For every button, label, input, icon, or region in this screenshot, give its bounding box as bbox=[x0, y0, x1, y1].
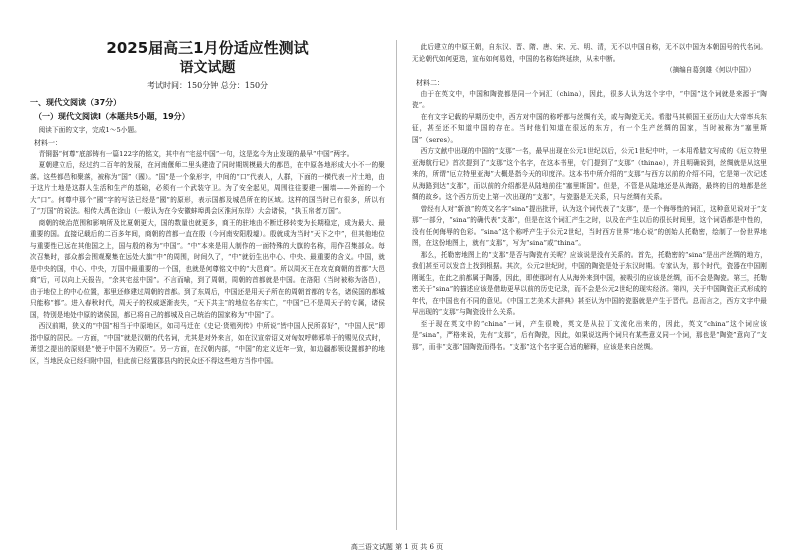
material-one-label: 材料一： bbox=[34, 138, 62, 147]
right-column bbox=[412, 42, 767, 353]
page-footer: 高三语文试题 第 1 页 共 6 页 bbox=[350, 543, 444, 551]
passage-paragraph: 夏朝建立后，经过约二百年的发展，在河南偃师二里头建造了同时期规模最大的都邑，在中原各地形成大小不一的聚落。这些都邑和聚落，被称为“国”（國）。“国”是一个象形字，中间的“口”代表人，人群，下面的一横代表一片土地，由于这片土地是这群人生活和生产的基础，必须有一个武装守卫。为了安全起见，周围往往要建一圈墙——外面的一个大“口”。何尊中那个“國”字的写法已经是“國”的原形，表示国都及城邑所在的区域。这样的国当时已有很多，所以有了“万国”的说法。相传大禹在涂山（一般认为在今安徽蚌埠禹会区淮河东岸）大会诸侯，“执玉帛者万国”。 bbox=[30, 161, 385, 215]
exam-subtitle: 语文试题 bbox=[179, 60, 236, 76]
passage-paragraph: 在有文字记载的早期历史中，西方对中国的称呼都与丝绸有关，或与陶瓷无关。希腊马其顿国王亚历山大大帝率兵东征，甚至还不知道中国的存在。当时他们知道在很远的东方，有一个生产丝绸的国家，当时被称为“塞里斯国”（seres）。 bbox=[412, 112, 767, 144]
source-citation: （摘编自葛剑雄《何以中国》） bbox=[665, 66, 755, 74]
passage-paragraph: 至于现在英文中的“china”一词，产生很晚，英文是从拉丁文流化出来的，因此，英文“china”这个词应该是“sina”，严格来说，先有“支那”，后有陶瓷，因此，如果说这两个词只有某些意义同一个词，那也是“陶瓷”意向了“支那”，而非“支那”国陶瓷而得名。“支那”这个名字更合适的解释，应该是来自丝绸。 bbox=[412, 319, 767, 351]
material-two-label: 材料二： bbox=[416, 78, 444, 87]
section-heading: 一、现代文阅读（37分） bbox=[30, 98, 122, 107]
subsection-heading: （一）现代文阅读Ⅰ（本题共5小题，19分） bbox=[34, 112, 190, 121]
exam-time-info: 考试时间：150分钟 总分：150分 bbox=[146, 81, 269, 90]
column-divider bbox=[396, 40, 397, 530]
passage-paragraph: 那么，托勒密地图上的“支那”是否与陶瓷有关呢？应该说是没有关系的。首先，托勒密的“sina”是出产丝绸的地方，我们甚至可以发音上找到根据。其次，公元2世纪时，中国的陶瓷是处于东汉时期。专家认为，那个时代，瓷器在中国刚刚诞生，在此之前都属于陶器，因此，即使那时有人从海外来到中国，被吸引的应该是丝绸，而不会是陶瓷。第三，托勒密关于“sina”的描述应该是借助更早以前的历史记录，而不会是公元2世纪的现实经济。第四，关于中国陶瓷正式形成的年代，在中国也有不同的意见。《中国工艺美术大辞典》甚至认为中国的瓷器就是产生于晋代。总而言之，西方文字中最早出现的“支那”与陶瓷没什么关系。 bbox=[412, 250, 767, 316]
exam-title: 2025届高三1月份适应性测试 bbox=[106, 39, 309, 57]
instruction-text: 阅读下面的文字，完成1～5小题。 bbox=[38, 126, 141, 134]
passage-paragraph: 曾经有人对“新浪”的英文名字“sina”提出批评，认为这个词代表了“支那”，是一个侮辱性的词汇，这种意见说对于“支那”一部分，“sina”的确代表“支那”，但是在这个词汇产生之时，以及在产生以后的很长时间里，这个词语都是中性的，没有任何侮辱的色彩。“sina”这个称呼产生于公元2世纪，当时西方世界“地心说”的创始人托勒密，绘制了一份世界地图，在这份地图上，就有“支那”，写为“sina”或“thina”。 bbox=[412, 204, 767, 247]
left-column bbox=[30, 38, 385, 367]
passage-paragraph: 此后建立的中原王朝，自东汉、晋、隋、唐、宋、元、明、清，无不以中国自称，无不以中国为本朝国号的代名词。无论朝代如何更迭，宣布如何易姓，中国的名称始终延续，从未中断。 bbox=[412, 43, 767, 63]
passage-paragraph: 青铜器“何尊”底部铸有一篇122字的铭文，其中有“宅兹中国”一句，这是迄今为止发现的最早“中国”两字。 bbox=[38, 149, 354, 158]
passage-paragraph: 由于在英文中，中国和陶瓷都是同一个词汇（china），因此，很多人认为这个字中，“中国”这个词就是来源于“陶瓷”。 bbox=[412, 89, 767, 109]
passage-paragraph: 西汉前期，狭义的“中国”相当于中原地区，如司马迁在《史记·货殖列传》中所说“皆中国人民所喜好”，“中国人民”即指中原的居民。一方面，“中国”就是汉朝的代名词，尤其是对外来言，如在汉宣帝诏义对匈奴呼韩邪单于的赐见仪式时，萧望之提出的原则是“使于中国不为殿臣”。另一方面，在汉朝内部，“中国”的定义近年一致，如边疆都领设置都护的地区，当地民众已经归附中国，但此前已经置郡县内的民众还不得这些地方当作中国。 bbox=[30, 322, 386, 365]
passage-paragraph: 商朝的统治范围和影响所及比夏朝更大，国的数量也就更多，商王的驻地由不断迁移转变为长期稳定，成为最大、最重要的国。直接记载后的二百多年间，商朝的首都一直在殷（今河南安阳殷墟）。殷就成为当时“天下之中”，但其他地位与重要性已远在其他国之上，国与殷的称为“中国”。“中”本来是用人制作的一面特殊的大旗的名称，用作召集部众。每次召集时，部众都会围观聚集在远处大旗“中”的周围，时间久了，“中”就衍生出中心、中央、最重要的含义。中国，就是中央的国，中心、中央，万国中最重要的一个国，也就是何尊铭文中的“大邑商”。所以周灭王在攻克商朝的首都“大邑商”后，可以向上天报告，“余其宅兹中国”。不言而喻，到了周朝，周朝的首都就是中国。在洛阳（当时被称为洛邑），由于地位上的中心位置，那里还修建过周朝的首都。到了东周后，中国还是用天子所在的周朝首都的专名，诸侯国的都城只能称“都”。进入春秋时代，周天子的权威逐渐丧失，“天下共主”的地位名存实亡，“中国”已不是周天子的专属，诸侯国，特别是地处中原的诸侯国，都已将自己的都城及自己统治的国家称为“中国”了。 bbox=[30, 218, 385, 319]
passage-paragraph: 西方文献中出现的中国的“支那”一名，最早出现在公元1世纪以后，公元1世纪中叶，一本用希腊文写成的《厄立特里亚海航行记》首次提到了“支那”这个名字，在这本书里，专门提到了“支那”（thinae），并且明确说到，丝绸就是从这里来的，所谓“厄立特里亚海”大概是指今天的印度洋。这本书中所介绍的“支那”与西方以前的介绍不同，它是第一次记述从海路到达“支那”，而以前的介绍都是从陆地前往“塞里斯国”。但是，不管是从陆地还是从海路，最终的目的地都是丝绸的故乡。这个西方历史上第一次出现的“支那”，与瓷器是无关系，只与丝绸有关系。 bbox=[412, 147, 767, 201]
